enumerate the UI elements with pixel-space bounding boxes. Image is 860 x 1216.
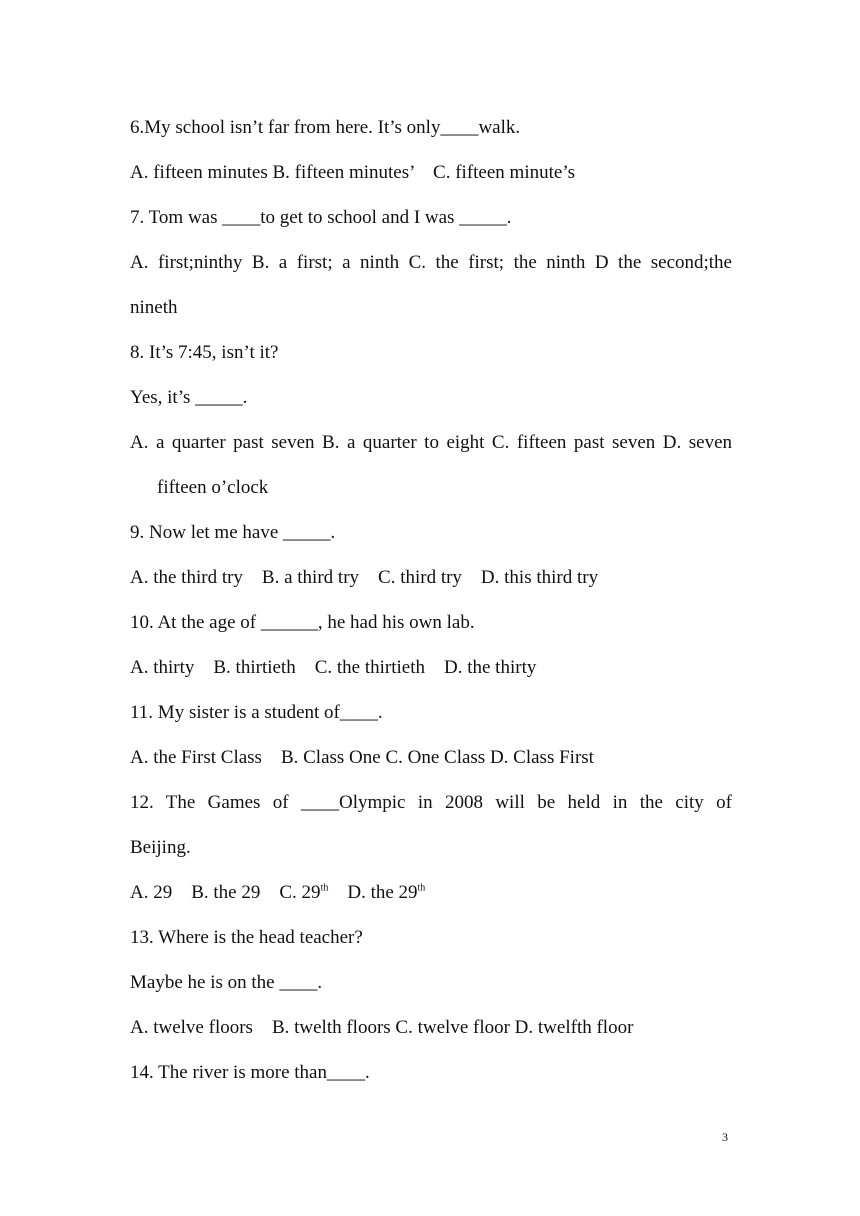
q12-option-b: B. the 29 [191,882,261,903]
question-14: 14. The river is more than____. [130,1062,370,1083]
q12-option-a: A. 29 [130,882,173,903]
q12-option-c-superscript: th [320,882,329,894]
question-8-options-continued: fifteen o’clock [157,477,269,498]
question-7-options: A. first;ninthy B. a first; a ninth C. the first; the ninth D the second;the [130,252,732,273]
question-11-options: A. the First Class B. Class One C. One Class D. Class First [130,747,594,768]
q12-option-c [279,882,328,903]
q12-option-d-superscript: th [417,882,426,894]
question-11: 11. My sister is a student of____. [130,702,383,723]
question-8-options: A. a quarter past seven B. a quarter to eight C. fifteen past seven D. seven [130,432,732,453]
page-content [130,105,732,1095]
question-12-continued: Beijing. [130,837,191,858]
question-13-answer-prompt: Maybe he is on the ____. [130,972,323,993]
question-13-options: A. twelve floors B. twelth floors C. twelve floor D. twelfth floor [130,1017,634,1038]
question-7: 7. Tom was ____to get to school and I was _____. [130,207,512,228]
question-10: 10. At the age of ______, he had his own lab. [130,612,475,633]
question-9-options: A. the third try B. a third try C. third try D. this third try [130,567,599,588]
q12-option-d-base: D. the 29 [347,882,418,903]
question-12-options [130,870,732,915]
question-12: 12. The Games of ____Olympic in 2008 will be held in the city of [130,792,732,813]
question-7-options-continued: nineth [130,297,178,318]
question-8: 8. It’s 7:45, isn’t it? [130,342,279,363]
question-6: 6.My school isn’t far from here. It’s only____walk. [130,117,521,138]
q12-option-c-base: C. 29 [279,882,321,903]
question-10-options: A. thirty B. thirtieth C. the thirtieth D. the thirty [130,657,537,678]
question-8-answer-prompt: Yes, it’s _____. [130,387,248,408]
q12-option-d [347,882,425,903]
question-6-options: A. fifteen minutes B. fifteen minutes’ C. fifteen minute’s [130,162,575,183]
question-9: 9. Now let me have _____. [130,522,336,543]
page-number: 3 [722,1130,728,1144]
question-13: 13. Where is the head teacher? [130,927,363,948]
